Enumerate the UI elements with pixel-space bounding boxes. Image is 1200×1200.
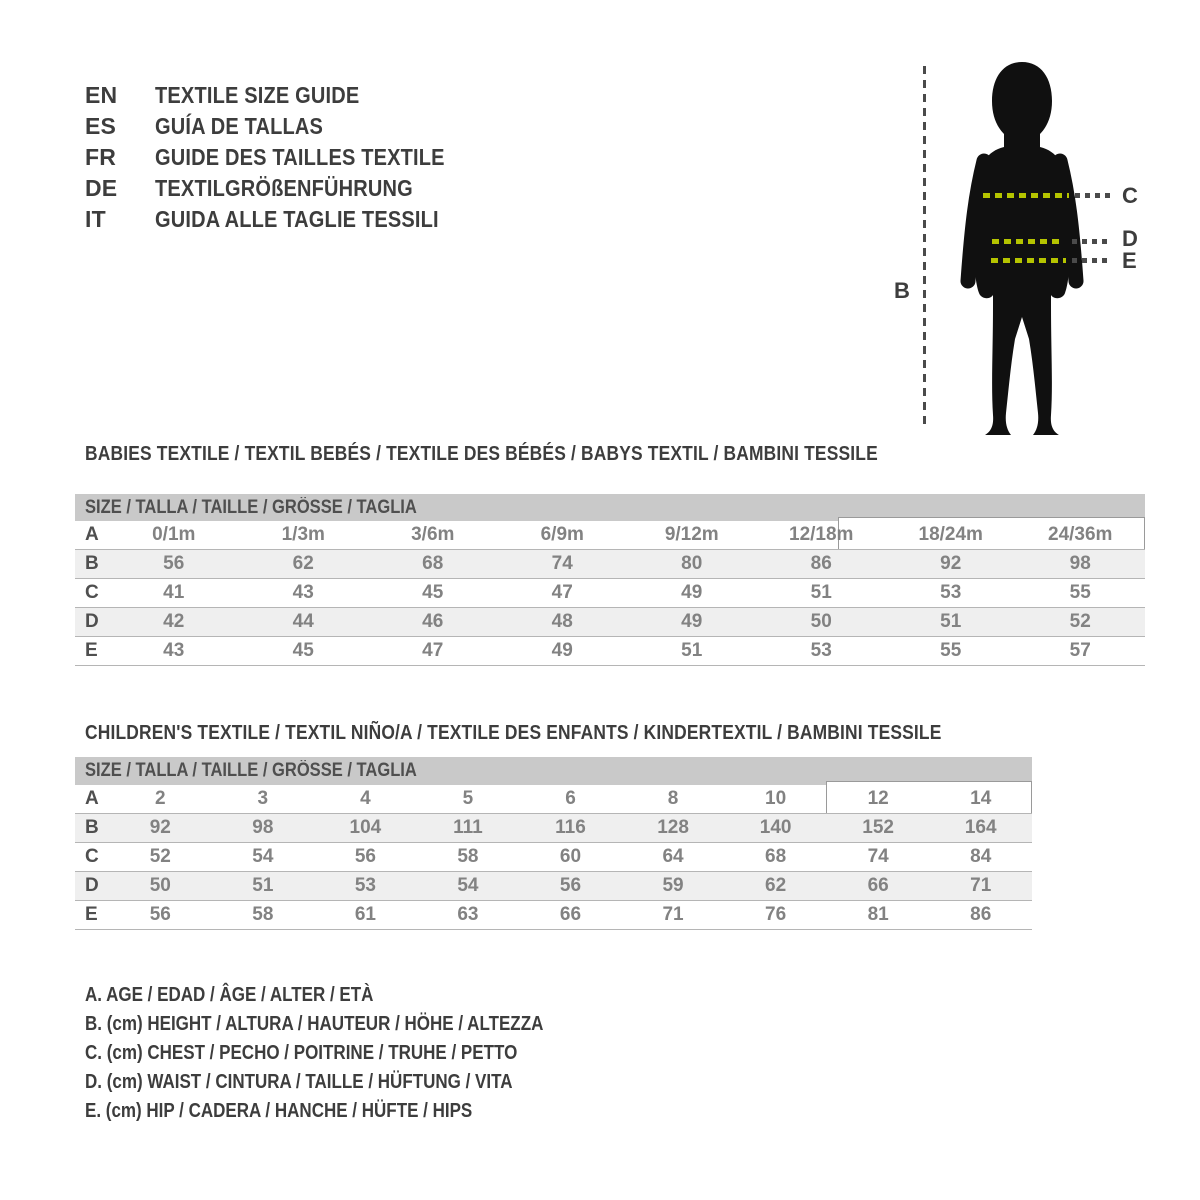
row-label: E (85, 904, 98, 925)
cell: 74 (867, 846, 889, 867)
cell: 3/6m (411, 524, 455, 545)
legend-chest (85, 1039, 624, 1068)
children-row-hip (75, 901, 1032, 930)
babies-row-hip (75, 637, 1145, 666)
waist-label: D (1122, 226, 1138, 251)
row-label: A (85, 524, 99, 545)
cell: 64 (662, 846, 684, 867)
cell: 42 (163, 611, 185, 632)
cell: 92 (940, 553, 962, 574)
legend-height (85, 1010, 624, 1039)
cell: 49 (551, 640, 573, 661)
cell: 92 (149, 817, 171, 838)
cell: 56 (149, 904, 171, 925)
cell: 6 (565, 788, 576, 809)
language-title-list (85, 80, 488, 235)
lang-row-it (85, 204, 488, 235)
children-section-title-text: CHILDREN'S TEXTILE / TEXTIL NIÑO/A / TEXTILE DES ENFANTS / KINDERTEXTIL / BAMBINI TESSILE (85, 722, 942, 744)
cell: 98 (1069, 553, 1091, 574)
cell: 58 (252, 904, 274, 925)
cell: 53 (354, 875, 376, 896)
cell: 74 (551, 553, 573, 574)
lang-row-fr (85, 142, 488, 173)
cell: 14 (970, 788, 992, 809)
waist-line-extension (1072, 239, 1108, 244)
chest-line-extension (1075, 193, 1111, 198)
cell: 8 (667, 788, 679, 809)
children-row-chest (75, 843, 1032, 872)
babies-row-age (75, 521, 1145, 550)
cell: 68 (422, 553, 444, 574)
chest-label: C (1122, 183, 1138, 208)
children-row-height (75, 814, 1032, 843)
legend-age-text: A. AGE / EDAD / ÂGE / ALTER / ETÀ (85, 984, 374, 1006)
cell: 80 (681, 553, 703, 574)
cell: 9/12m (664, 524, 719, 545)
lang-code: EN (85, 82, 118, 108)
lang-title: GUIDE DES TAILLES TEXTILE (155, 144, 445, 170)
lang-title: TEXTILE SIZE GUIDE (155, 82, 360, 108)
cell: 60 (559, 846, 582, 867)
cell: 50 (810, 611, 832, 632)
cell: 41 (163, 582, 185, 603)
cell: 47 (551, 582, 573, 603)
cell: 61 (354, 904, 376, 925)
lang-code: FR (85, 144, 117, 170)
cell: 12 (867, 788, 889, 809)
hip-line-extension (1072, 258, 1108, 263)
cell: 52 (149, 846, 171, 867)
cell: 56 (163, 553, 185, 574)
cell: 63 (457, 904, 479, 925)
legend-age (85, 981, 624, 1010)
cell: 2 (154, 788, 166, 809)
lang-code: ES (85, 113, 117, 139)
cell: 51 (252, 875, 274, 896)
cell: 43 (292, 582, 314, 603)
cell: 51 (810, 582, 832, 603)
cell: 56 (354, 846, 376, 867)
row-label: D (85, 875, 99, 896)
cell: 51 (940, 611, 962, 632)
child-silhouette-icon (940, 55, 1110, 440)
cell: 46 (422, 611, 444, 632)
lang-row-en (85, 80, 488, 111)
waist-measure-line (992, 239, 1064, 244)
row-label: C (85, 582, 99, 603)
row-label: E (85, 640, 98, 661)
cell: 0/1m (152, 524, 196, 545)
children-row-age (75, 785, 1032, 814)
legend-waist (85, 1068, 624, 1097)
cell: 66 (559, 904, 582, 925)
cell: 53 (810, 640, 832, 661)
cell: 55 (940, 640, 962, 661)
lang-row-de (85, 173, 488, 204)
cell: 18/24m (918, 524, 983, 545)
lang-code: DE (85, 175, 118, 201)
cell: 62 (292, 553, 314, 574)
height-label: B (894, 278, 910, 303)
lang-title: GUÍA DE TALLAS (155, 113, 324, 139)
row-label: D (85, 611, 99, 632)
cell: 1/3m (281, 524, 325, 545)
cell: 10 (765, 788, 787, 809)
cell: 68 (765, 846, 787, 867)
children-table-header-text: SIZE / TALLA / TAILLE / GRÖSSE / TAGLIA (85, 760, 417, 781)
cell: 6/9m (540, 524, 584, 545)
cell: 55 (1069, 582, 1091, 603)
legend-height-text: B. (cm) HEIGHT / ALTURA / HAUTEUR / HÖHE / ALTEZZA (85, 1013, 544, 1035)
cell: 48 (551, 611, 573, 632)
cell: 116 (555, 817, 586, 838)
cell: 50 (149, 875, 171, 896)
measurement-legend (85, 981, 624, 1126)
children-row-waist (75, 872, 1032, 901)
cell: 62 (765, 875, 787, 896)
cell: 12/18m (789, 524, 854, 545)
cell: 5 (462, 788, 474, 809)
cell: 43 (163, 640, 185, 661)
cell: 140 (759, 817, 792, 838)
chest-measure-line (983, 193, 1069, 198)
cell: 76 (765, 904, 787, 925)
babies-table-header-text: SIZE / TALLA / TAILLE / GRÖSSE / TAGLIA (85, 497, 417, 518)
cell: 52 (1069, 611, 1091, 632)
lang-row-es (85, 111, 488, 142)
row-label: B (85, 817, 99, 838)
cell: 49 (681, 582, 703, 603)
lang-code: IT (85, 206, 106, 232)
cell: 54 (252, 846, 274, 867)
row-label: A (85, 788, 99, 809)
cell: 86 (810, 553, 832, 574)
hip-measure-line (991, 258, 1066, 263)
cell: 47 (422, 640, 444, 661)
cell: 4 (360, 788, 371, 809)
cell: 51 (681, 640, 703, 661)
legend-chest-text: C. (cm) CHEST / PECHO / POITRINE / TRUHE / PETTO (85, 1042, 518, 1064)
cell: 57 (1069, 640, 1091, 661)
babies-row-height (75, 550, 1145, 579)
babies-section-title-text: BABIES TEXTILE / TEXTIL BEBÉS / TEXTILE DES BÉBÉS / BABYS TEXTIL / BAMBINI TESSILE (85, 443, 878, 465)
cell: 98 (252, 817, 274, 838)
lang-title: TEXTILGRÖßENFÜHRUNG (155, 175, 413, 201)
cell: 66 (867, 875, 889, 896)
babies-section-title (85, 443, 996, 466)
babies-row-waist (75, 608, 1145, 637)
measurement-figure (860, 40, 1190, 460)
cell: 45 (292, 640, 314, 661)
cell: 71 (662, 904, 684, 925)
cell: 164 (964, 817, 997, 838)
cell: 45 (422, 582, 444, 603)
cell: 104 (349, 817, 382, 838)
cell: 81 (867, 904, 889, 925)
row-label: C (85, 846, 99, 867)
cell: 53 (940, 582, 962, 603)
height-measure-line (923, 66, 926, 430)
cell: 59 (662, 875, 684, 896)
cell: 84 (970, 846, 992, 867)
cell: 24/36m (1048, 524, 1113, 545)
babies-row-chest (75, 579, 1145, 608)
children-size-table (75, 757, 1032, 930)
row-label: B (85, 553, 99, 574)
cell: 111 (453, 817, 483, 838)
children-section-title (85, 722, 1069, 745)
cell: 86 (970, 904, 992, 925)
legend-hip-text: E. (cm) HIP / CADERA / HANCHE / HÜFTE / HIPS (85, 1100, 473, 1122)
lang-title: GUIDA ALLE TAGLIE TESSILI (155, 206, 439, 232)
cell: 54 (457, 875, 479, 896)
cell: 3 (257, 788, 269, 809)
cell: 58 (457, 846, 479, 867)
cell: 128 (657, 817, 689, 838)
hip-label: E (1122, 248, 1137, 273)
legend-waist-text: D. (cm) WAIST / CINTURA / TAILLE / HÜFTUNG / VITA (85, 1071, 513, 1093)
legend-hip (85, 1097, 624, 1126)
cell: 49 (681, 611, 703, 632)
cell: 44 (292, 611, 314, 632)
cell: 71 (970, 875, 992, 896)
cell: 152 (862, 817, 894, 838)
cell: 56 (559, 875, 582, 896)
babies-size-table (75, 494, 1145, 666)
